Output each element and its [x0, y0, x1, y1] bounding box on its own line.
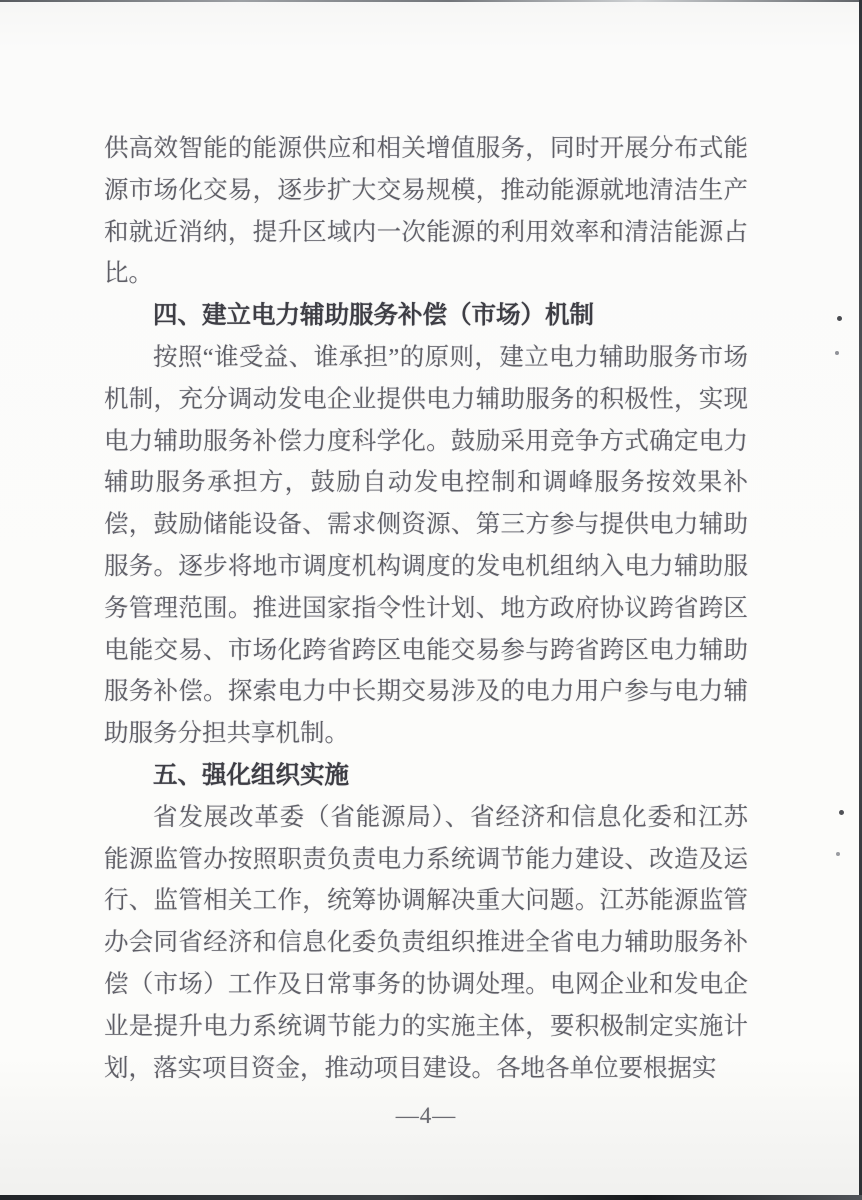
scan-speck	[836, 852, 840, 856]
document-body	[104, 128, 748, 1089]
section-4-heading: 四、建立电力辅助服务补偿（市场）机制	[153, 302, 594, 330]
scan-speck	[835, 351, 839, 355]
section-4-body: 按照“谁受益、谁承担”的原则，建立电力辅助服务市场机制，充分调动发电企业提供电力辅助服务的积极性，实现电力辅助服务补偿力度科学化。鼓励采用竞争方式确定电力辅助服务承担方，鼓励自动发电控制和调峰服务按效果补偿，鼓励储能设备、需求侧资源、第三方参与提供电力辅助服务。逐步将地市调度机构调度的发电机组纳入电力辅助服务管理范围。推进国家指令性计划、地方政府协议跨省跨区电能交易、市场化跨省跨区电能交易参与跨省跨区电力辅助服务补偿。探索电力中长期交易涉及的电力用户参与电力辅助服务分担共享机制。	[104, 343, 748, 748]
scan-speck	[839, 810, 844, 815]
scan-speck	[837, 316, 842, 321]
scan-edge-top	[0, 0, 862, 2]
section-5-heading: 五、强化组织实施	[153, 761, 349, 789]
paragraph-continued: 供高效智能的能源供应和相关增值服务，同时开展分布式能源市场化交易，逐步扩大交易规模，推动能源就地清洁生产和就近消纳，提升区域内一次能源的利用效率和清洁能源占比。	[104, 135, 748, 288]
page-number: —4—	[395, 1103, 457, 1128]
scan-edge-bottom	[0, 1195, 862, 1200]
section-5-body: 省发展改革委（省能源局）、省经济和信息化委和江苏能源监管办按照职责负责电力系统调节能力建设、改造及运行、监管相关工作，统筹协调解决重大问题。江苏能源监管办会同省经济和信息化委负责组织推进全省电力辅助服务补偿（市场）工作及日常事务的协调处理。电网企业和发电企业是提升电力系统调节能力的实施主体，要积极制定实施计划，落实项目资金，推动项目建设。各地各单位要根据实	[104, 803, 748, 1082]
